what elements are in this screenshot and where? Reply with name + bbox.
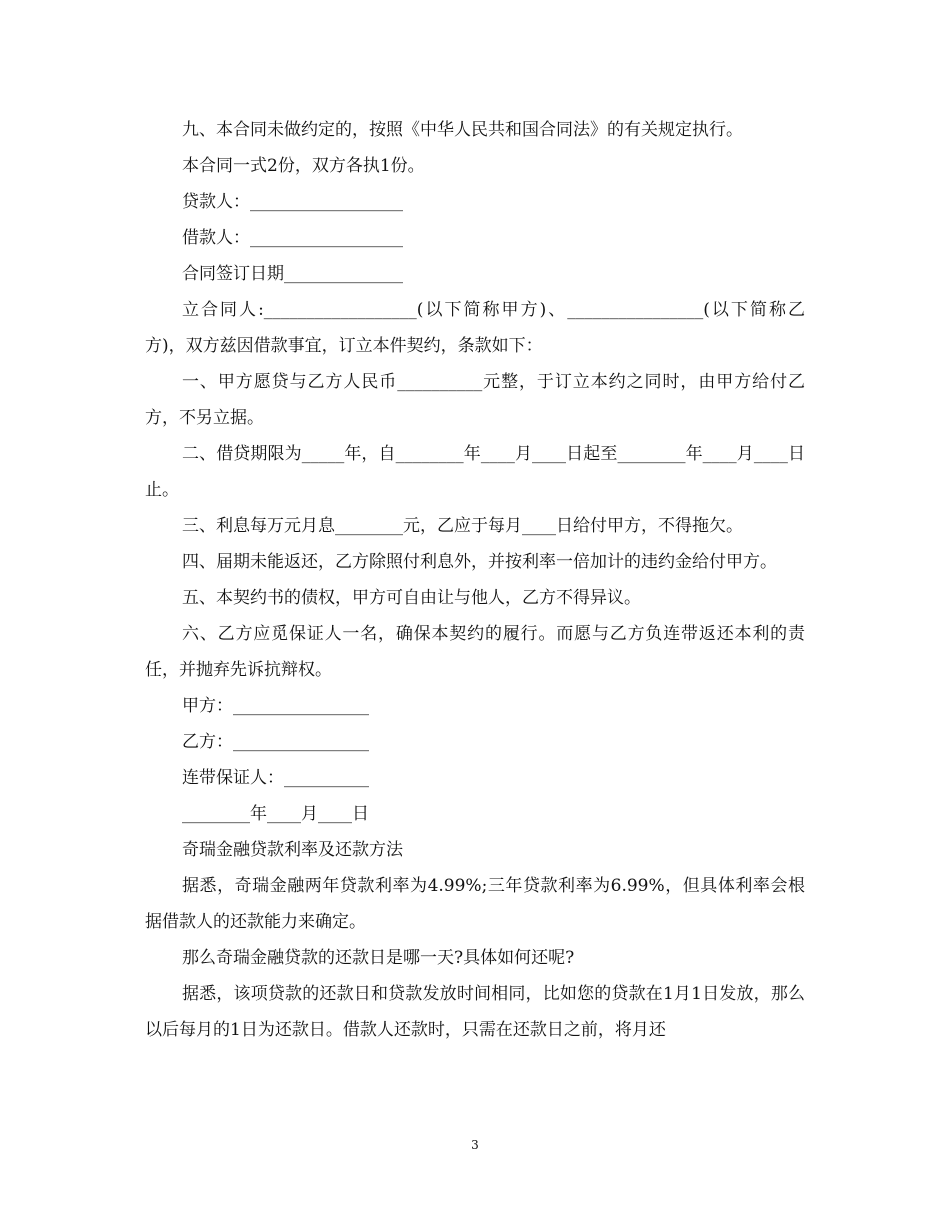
date-line: ________年____月____日 [182,804,369,824]
clause-3: 三、利息每万元月息________元，乙应于每月____日给付甲方，不得拖欠。 [182,516,743,536]
signing-date-line: 合同签订日期______________ [182,264,403,284]
clause-2: 二、借贷期限为_____年，自________年____月____日起至________年____月____日止。 [145,444,805,500]
clause-1: 一、甲方愿贷与乙方人民币__________元整，于订立本约之同时，由甲方给付乙方，不另立据。 [145,372,805,428]
section-heading: 奇瑞金融贷款利率及还款方法 [182,840,403,860]
contract-parties: 立合同人:__________________(以下简称甲方)、________________(以下简称乙方)，双方兹因借款事宜，订立本件契约，条款如下： [145,300,805,356]
copies-note: 本合同一式2份，双方各执1份。 [182,156,425,176]
question-paragraph: 那么奇瑞金融贷款的还款日是哪一天?具体如何还呢? [182,948,575,968]
borrower-signature-line: 借款人：__________________ [182,228,403,248]
clause-6: 六、乙方应觅保证人一名，确保本契约的履行。而愿与乙方负连带返还本利的责任，并抛弃先诉抗辩权。 [145,624,805,680]
party-a-signature-line: 甲方：________________ [182,696,369,716]
page-number: 3 [471,1138,479,1152]
clause-4: 四、届期未能返还，乙方除照付利息外，并按利率一倍加计的违约金给付甲方。 [182,552,777,572]
clause-5: 五、本契约书的债权，甲方可自由让与他人，乙方不得异议。 [182,588,641,608]
document-body [145,112,805,1048]
guarantor-signature-line: 连带保证人：__________ [182,768,369,788]
rate-paragraph: 据悉，奇瑞金融两年贷款利率为4.99%;三年贷款利率为6.99%，但具体利率会根据借款人的还款能力来确定。 [145,876,805,932]
repayment-paragraph: 据悉，该项贷款的还款日和贷款发放时间相同，比如您的贷款在1月1日发放，那么以后每月的1日为还款日。借款人还款时，只需在还款日之前，将月还 [145,984,805,1040]
lender-signature-line: 贷款人：__________________ [182,192,403,212]
clause-9: 九、本合同未做约定的，按照《中华人民共和国合同法》的有关规定执行。 [182,120,743,140]
party-b-signature-line: 乙方：________________ [182,732,369,752]
